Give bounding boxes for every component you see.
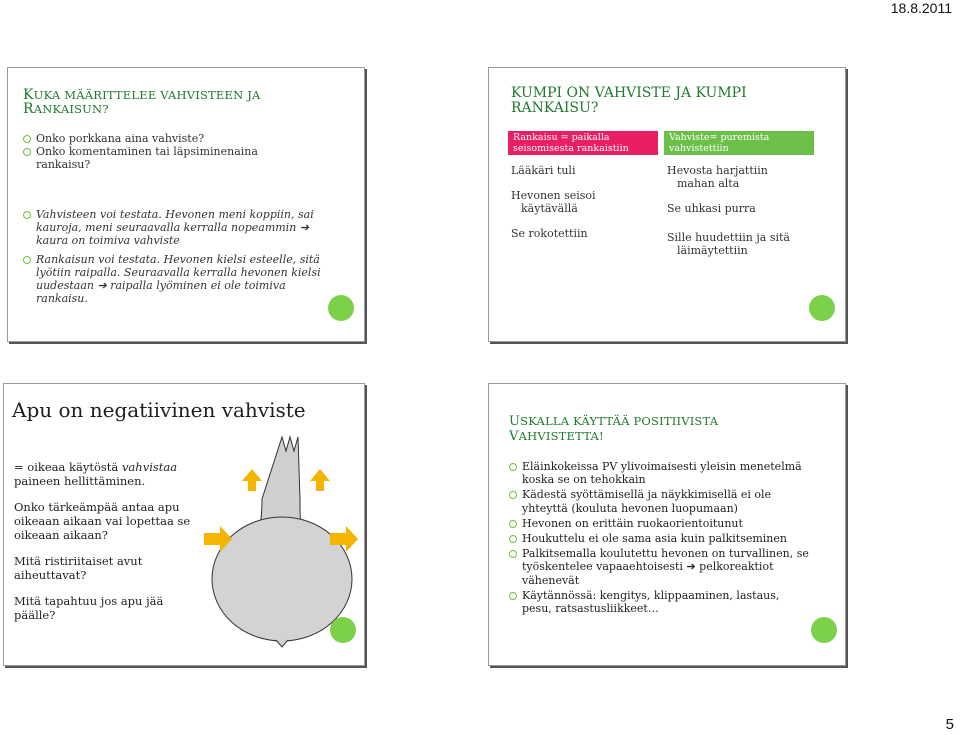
- list-item: Onko komentaminen tai läpsiminenaina rankaisu?: [23, 145, 313, 171]
- slide-title: Apu on negatiivinen vahviste: [12, 398, 306, 422]
- vahviste-column: Hevosta harjattiin mahan alta Se uhkasi purra Sille huudettiin ja sitä läimäytettiin: [667, 164, 790, 257]
- list-item: Rankaisun voi testata. Hevonen kielsi esteelle, sitä lyötiin raipalla. Seuraavalla kerralla hevonen kielsi uudestaan ➔ raipalla lyöminen ei ole toimiva rankaisu.: [23, 253, 323, 305]
- print-date: 18.8.2011: [890, 0, 952, 16]
- list-item: Palkitsemalla koulutettu hevonen on turvallinen, se työskentelee vapaaehtoisesti ➔ pelkoreaktiot vähenevät: [509, 547, 809, 587]
- rankaisu-header: Rankaisu = paikalla seisomisesta rankaistiin: [508, 131, 658, 155]
- list-item: Onko porkkana aina vahviste?: [23, 132, 313, 145]
- slide-title: USKALLA KÄYTTÄÄ POSITIIVISTA VAHVISTETTA!: [509, 414, 719, 444]
- bullet-list-tests: [23, 208, 323, 311]
- definition-text: = oikeaa käytöstä vahvistaa paineen hellittäminen.: [14, 460, 178, 488]
- slide-title: KUMPI ON VAHVISTE JA KUMPI RANKAISU?: [511, 85, 747, 116]
- rankaisu-column: Lääkäri tuli Hevonen seisoi käytävällä Se rokotettiin: [511, 164, 596, 240]
- green-circle-decoration: [330, 617, 356, 643]
- list-item: Hevonen on erittäin ruokaorientoitunut: [509, 517, 809, 530]
- vahviste-header: Vahviste= puremista vahvistettiin: [664, 131, 814, 155]
- horse-tail-shape: [276, 640, 288, 647]
- bullet-list-questions: [23, 132, 313, 171]
- slide-text: = oikeaa käytöstä vahvistaa paineen hellittäminen. Onko tärkeämpää antaa apu oikeaan aikaan vai lopettaa se oikeaan aikaan? Mitä ristiriitaiset avut aiheuttavat? Mitä tapahtuu jos apu jää päälle?: [14, 460, 199, 634]
- slide-title: KUKA MÄÄRITTELEE VAHVISTEEN JA RANKAISUN?: [23, 87, 261, 117]
- bullet-list: [509, 460, 809, 617]
- page-number: 5: [945, 716, 954, 733]
- green-circle-decoration: [328, 295, 354, 321]
- slide-positiivinen-vahviste: [488, 383, 846, 666]
- list-item: Vahvisteen voi testata. Hevonen meni koppiin, sai kauroja, meni seuraavalla kerralla nopeammin ➔ kaura on toimiva vahviste: [23, 208, 323, 247]
- arrow-up-icon: [310, 469, 330, 491]
- slide-vahviste-rankaisu: [7, 67, 365, 342]
- list-item: Houkuttelu ei ole sama asia kuin palkitseminen: [509, 532, 809, 545]
- slide-apu-negatiivinen: [3, 383, 365, 666]
- slide-kumpi-vahviste: [488, 67, 846, 342]
- green-circle-decoration: [809, 295, 835, 321]
- list-item: Eläinkokeissa PV ylivoimaisesti yleisin menetelmä koska se on tehokkain: [509, 460, 809, 486]
- arrow-up-icon: [242, 469, 262, 491]
- list-item: Käytännössä: kengitys, klippaaminen, lastaus, pesu, ratsastusliikkeet…: [509, 589, 809, 615]
- list-item: Kädestä syöttämisellä ja näykkimisellä ei ole yhteyttä (kouluta hevonen luopumaan): [509, 488, 809, 514]
- green-circle-decoration: [811, 617, 837, 643]
